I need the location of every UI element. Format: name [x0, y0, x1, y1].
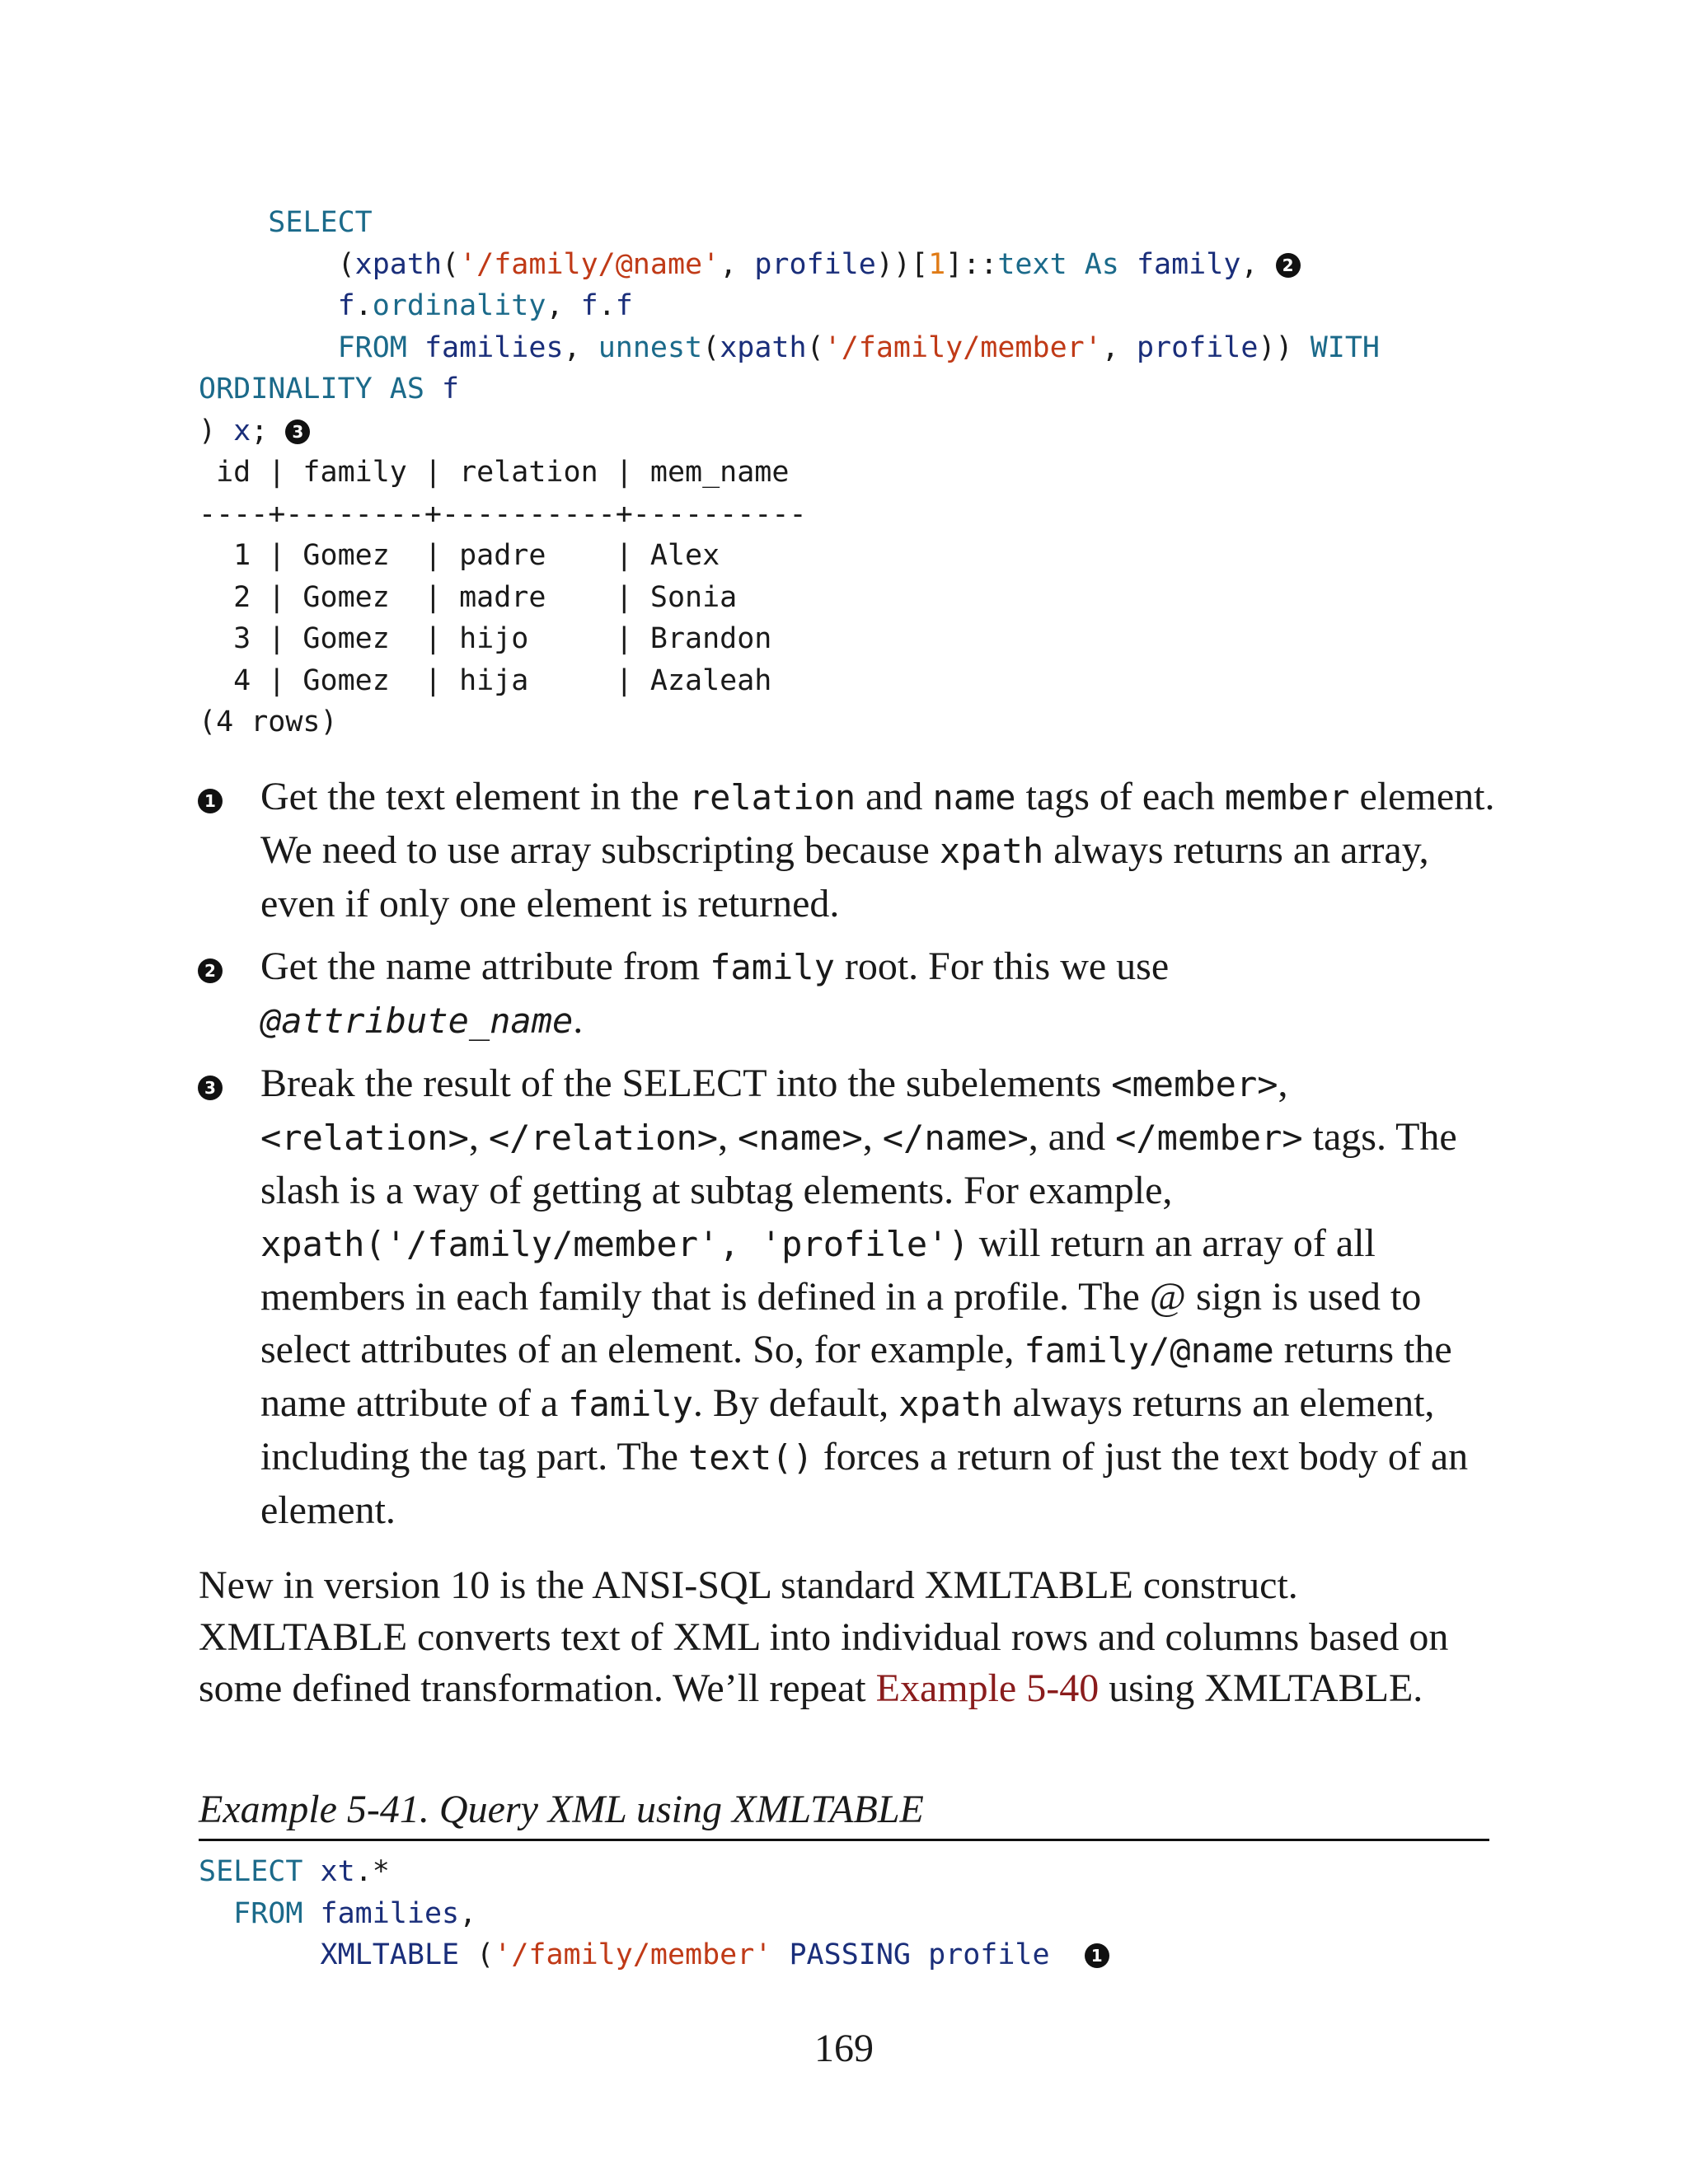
example-title: Example 5-41. Query XML using XMLTABLE [199, 1783, 1489, 1841]
code-line [199, 327, 1380, 369]
code-token: 1 | Gomez | padre | Alex [199, 539, 720, 572]
inline-code: relation [688, 777, 856, 818]
code-line [199, 535, 1380, 577]
inline-code: xpath [939, 831, 1044, 871]
code-token: ----+--------+----------+---------- [199, 497, 807, 531]
code-token: . [598, 289, 616, 322]
code-line [199, 660, 1380, 702]
paragraph-text: New in version 10 is the ANSI-SQL standard XMLTABLE construct. XMLTABLE converts text of XML into individual rows and columns based on some defined transformation. We’ll repeat [199, 1563, 1449, 1710]
code-token [424, 373, 442, 405]
code-token: families [424, 330, 564, 364]
code-token [199, 1897, 233, 1930]
code-token [373, 373, 390, 405]
inline-code: <name> [738, 1118, 863, 1158]
callout-text: Break the result of the SELECT into the subelements [260, 1062, 1112, 1105]
inline-code: xpath('/family/member', 'profile') [260, 1224, 969, 1264]
code-token: FROM [233, 1896, 303, 1930]
code-token: PASSING [789, 1938, 911, 1971]
code-token: XMLTABLE [320, 1938, 460, 1971]
code-token: , [546, 289, 581, 322]
code-token [199, 331, 338, 364]
callout-marker-icon: 2 [1276, 253, 1301, 278]
code-token [199, 206, 268, 239]
inline-code: text() [687, 1437, 814, 1478]
code-token: '/family/member' [823, 330, 1102, 364]
code-token: xpath [354, 247, 443, 281]
code-token: text [997, 247, 1067, 281]
code-token: SELECT [268, 206, 373, 239]
callout-text: always returns an array, even if only one element is returned. [260, 828, 1429, 926]
inline-code: </member> [1115, 1118, 1303, 1158]
inline-code: name [932, 777, 1016, 818]
callout-text: , [1278, 1062, 1288, 1105]
callout-item [198, 940, 1500, 1047]
inline-code: <member> [1111, 1064, 1278, 1104]
callout-text: . [573, 998, 584, 1042]
callout-text: Get the text element in the [260, 775, 689, 818]
callout-text: element. We need to use array subscripting because [260, 775, 1495, 872]
code-token: . [354, 289, 373, 322]
code-token: , [459, 1896, 477, 1930]
callout-text: , [718, 1115, 738, 1159]
code-token: id | family | relation | mem_name [199, 456, 790, 489]
code-line [199, 452, 1380, 494]
code-token: 2 | Gomez | madre | Sonia [199, 580, 738, 614]
code-token: profile [754, 247, 876, 281]
code-token: ( [459, 1938, 495, 1971]
callout-marker-icon: 1 [1085, 1943, 1109, 1968]
callout-text: root. For this we use [834, 944, 1170, 988]
code-token: ( [199, 247, 355, 281]
code-line [199, 285, 1380, 327]
code-token [1119, 248, 1137, 281]
code-token: ]:: [945, 247, 998, 281]
paragraph-text-end: using XMLTABLE. [1099, 1666, 1423, 1710]
code-token: x [233, 414, 251, 448]
code-line [199, 202, 1380, 244]
callout-text: forces a return of just the text body of an element. [260, 1435, 1469, 1532]
code-token: f [337, 289, 355, 322]
body-paragraph [199, 1560, 1501, 1715]
code-token: ) [199, 414, 234, 448]
callout-text: , and [1028, 1115, 1116, 1159]
inline-code: family [568, 1384, 693, 1424]
code-token: ORDINALITY [199, 373, 373, 405]
code-token: ( [702, 330, 720, 364]
code-line [199, 701, 1380, 743]
callout-text: and [856, 775, 933, 818]
code-token: FROM [337, 330, 407, 364]
code-token: 4 | Gomez | hija | Azaleah [199, 663, 772, 697]
code-line [199, 618, 1380, 660]
code-token: '/family/@name' [459, 247, 720, 281]
inline-code-italic: @attribute_name [260, 1001, 574, 1041]
code-token: profile [928, 1938, 1050, 1971]
code-line [199, 1851, 1109, 1893]
code-token [302, 1855, 320, 1888]
code-block-bottom [199, 1851, 1109, 1976]
callout-text: Get the name attribute from [260, 944, 710, 988]
callout-text: returns the name attribute of a [260, 1328, 1452, 1425]
callout-marker-icon: 3 [198, 1076, 223, 1100]
code-block-top [199, 202, 1380, 743]
code-token [199, 289, 338, 322]
code-token: 1 [928, 247, 946, 281]
code-token: unnest [598, 330, 703, 364]
code-token: As [1084, 247, 1119, 281]
code-token: ( [806, 330, 824, 364]
code-token: ))[ [875, 247, 929, 281]
code-token: profile [1136, 330, 1259, 364]
code-token: ordinality [372, 289, 546, 322]
code-token: f [442, 373, 460, 405]
code-token: f [615, 289, 633, 322]
code-token: 3 | Gomez | hijo | Brandon [199, 622, 772, 655]
code-token: , [1101, 330, 1137, 364]
inline-code: xpath [898, 1384, 1003, 1424]
code-token [407, 331, 424, 364]
callout-marker-icon: 1 [198, 789, 223, 813]
inline-code: family/@name [1024, 1330, 1274, 1371]
code-token [302, 1897, 320, 1930]
inline-code: family [710, 947, 835, 987]
code-token: , [720, 247, 755, 281]
code-token: )) [1258, 330, 1311, 364]
code-line [199, 1893, 1109, 1935]
code-line [199, 494, 1380, 536]
callout-marker-icon: 2 [198, 958, 223, 983]
inline-code: </name> [882, 1118, 1029, 1158]
code-token: '/family/member' [494, 1938, 772, 1971]
code-line [199, 577, 1380, 619]
callout-list [198, 771, 1500, 1547]
example-link[interactable]: Example 5-40 [875, 1666, 1100, 1710]
code-token: xpath [720, 330, 807, 364]
code-token: AS [389, 373, 424, 405]
callout-text: . By default, [692, 1381, 899, 1425]
code-token: xt [320, 1855, 355, 1888]
inline-code: </relation> [488, 1118, 719, 1158]
callout-text: will return an array of all members in each family that is defined in a profile. The @ sign is used to select attributes of an element. So, for example, [260, 1221, 1422, 1371]
code-token: WITH [1310, 330, 1380, 364]
code-token [911, 1938, 928, 1971]
callout-text: , [862, 1115, 883, 1159]
code-token: f [580, 289, 598, 322]
callout-item [198, 1057, 1500, 1537]
code-token: ( [442, 247, 460, 281]
code-token: , [1240, 247, 1276, 281]
callout-text: always returns an element, including the tag part. The [260, 1381, 1435, 1479]
code-token: ; [251, 414, 286, 448]
callout-text: tags of each [1015, 775, 1225, 818]
code-token: families [320, 1896, 460, 1930]
code-token [771, 1938, 789, 1971]
code-token [1067, 248, 1085, 281]
code-token: family [1136, 247, 1241, 281]
callout-text: , [468, 1115, 489, 1159]
code-line [199, 244, 1380, 286]
page-number: 169 [814, 2027, 874, 2070]
code-line [199, 1934, 1109, 1976]
callout-text: tags. The slash is a way of getting at subtag elements. For example, [260, 1115, 1457, 1212]
inline-code: member [1224, 777, 1350, 818]
inline-code: <relation> [260, 1118, 469, 1158]
code-token: , [563, 330, 598, 364]
code-token [1050, 1938, 1085, 1971]
code-token [199, 1938, 321, 1971]
callout-item [198, 771, 1500, 930]
code-token: .* [354, 1855, 390, 1888]
callout-marker-icon: 3 [285, 419, 310, 444]
code-token: (4 rows) [199, 705, 338, 738]
code-line [199, 410, 1380, 452]
code-line [199, 368, 1380, 410]
code-token: SELECT [199, 1855, 303, 1888]
